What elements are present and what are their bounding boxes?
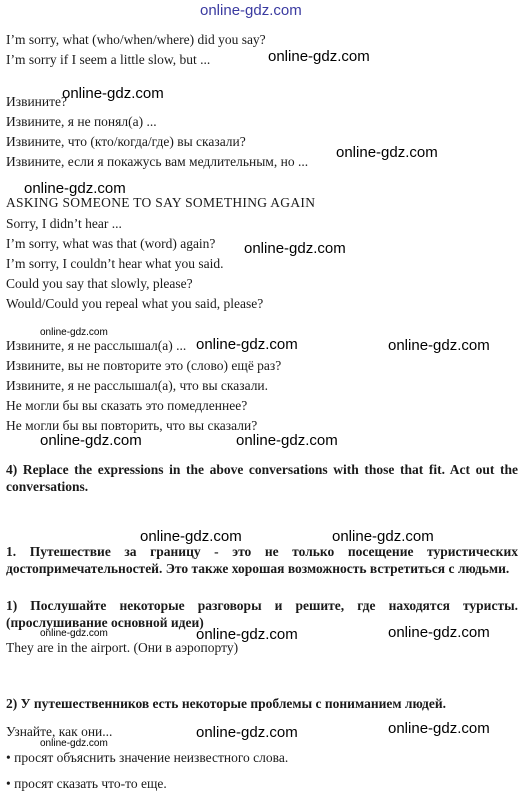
phrase-line: Не могли бы вы повторить, что вы сказали? xyxy=(6,418,258,433)
phrase-line: I’m sorry, what was that (word) again? xyxy=(6,236,216,251)
section-heading: ASKING SOMEONE TO SAY SOMETHING AGAIN xyxy=(6,195,316,210)
watermark: online-gdz.com xyxy=(388,720,490,737)
phrase-line: Sorry, I didn’t hear ... xyxy=(6,216,122,231)
watermark: online-gdz.com xyxy=(388,624,490,641)
phrase-line: Узнайте, как они... xyxy=(6,724,113,739)
watermark: online-gdz.com xyxy=(244,240,346,257)
watermark: online-gdz.com xyxy=(268,48,370,65)
watermark: online-gdz.com xyxy=(196,336,298,353)
watermark-top: online-gdz.com xyxy=(200,2,302,19)
exercise-heading: 1. Путешествие за границу - это не только посещение туристических достопримечательностей. Это также хорошая возможность встретиться с людьми. xyxy=(6,544,518,576)
phrase-line: Could you say that slowly, please? xyxy=(6,276,193,291)
phrase-line: Не могли бы вы сказать это помедленнее? xyxy=(6,398,248,413)
phrase-line: Would/Could you repeal what you said, please? xyxy=(6,296,264,311)
watermark: online-gdz.com xyxy=(196,724,298,741)
phrase-line: Извините, я не расслышал(а) ... xyxy=(6,338,187,353)
bullet-item: • просят объяснить значение неизвестного слова. xyxy=(6,750,289,765)
phrase-line: Извините, я не расслышал(а), что вы сказали. xyxy=(6,378,269,393)
phrase-line: Извините, вы не повторите это (слово) ещё раз? xyxy=(6,358,282,373)
phrase-line: I’m sorry if I seem a little slow, but ... xyxy=(6,52,211,67)
phrase-line: Извините? xyxy=(6,94,68,109)
phrase-line: Извините, я не понял(а) ... xyxy=(6,114,157,129)
watermark: online-gdz.com xyxy=(62,85,164,102)
watermark: online-gdz.com xyxy=(388,337,490,354)
task-instruction: 4) Replace the expressions in the above conversations with those that fit. Act out the conversations. xyxy=(6,462,518,494)
exercise-heading: 1) Послушайте некоторые разговоры и решите, где находятся туристы. (прослушивание основной идеи) xyxy=(6,598,518,630)
phrase-line: I’m sorry, I couldn’t hear what you said. xyxy=(6,256,224,271)
watermark: online-gdz.com xyxy=(336,144,438,161)
watermark-small: online-gdz.com xyxy=(40,327,108,338)
watermark-small: online-gdz.com xyxy=(40,628,108,639)
watermark: online-gdz.com xyxy=(40,432,142,449)
watermark-small: online-gdz.com xyxy=(40,738,108,749)
exercise-heading: 2) У путешественников есть некоторые проблемы с пониманием людей. xyxy=(6,696,447,711)
phrase-line: Извините, если я покажусь вам медлительным, но ... xyxy=(6,154,309,169)
watermark: online-gdz.com xyxy=(140,528,242,545)
watermark: online-gdz.com xyxy=(24,180,126,197)
watermark: online-gdz.com xyxy=(196,626,298,643)
watermark: online-gdz.com xyxy=(332,528,434,545)
phrase-line: Извините, что (кто/когда/где) вы сказали? xyxy=(6,134,246,149)
watermark: online-gdz.com xyxy=(236,432,338,449)
phrase-line: I’m sorry, what (who/when/where) did you say? xyxy=(6,32,266,47)
answer-line: They are in the airport. (Они в аэропорту) xyxy=(6,640,239,655)
bullet-item: • просят сказать что-то еще. xyxy=(6,776,167,791)
